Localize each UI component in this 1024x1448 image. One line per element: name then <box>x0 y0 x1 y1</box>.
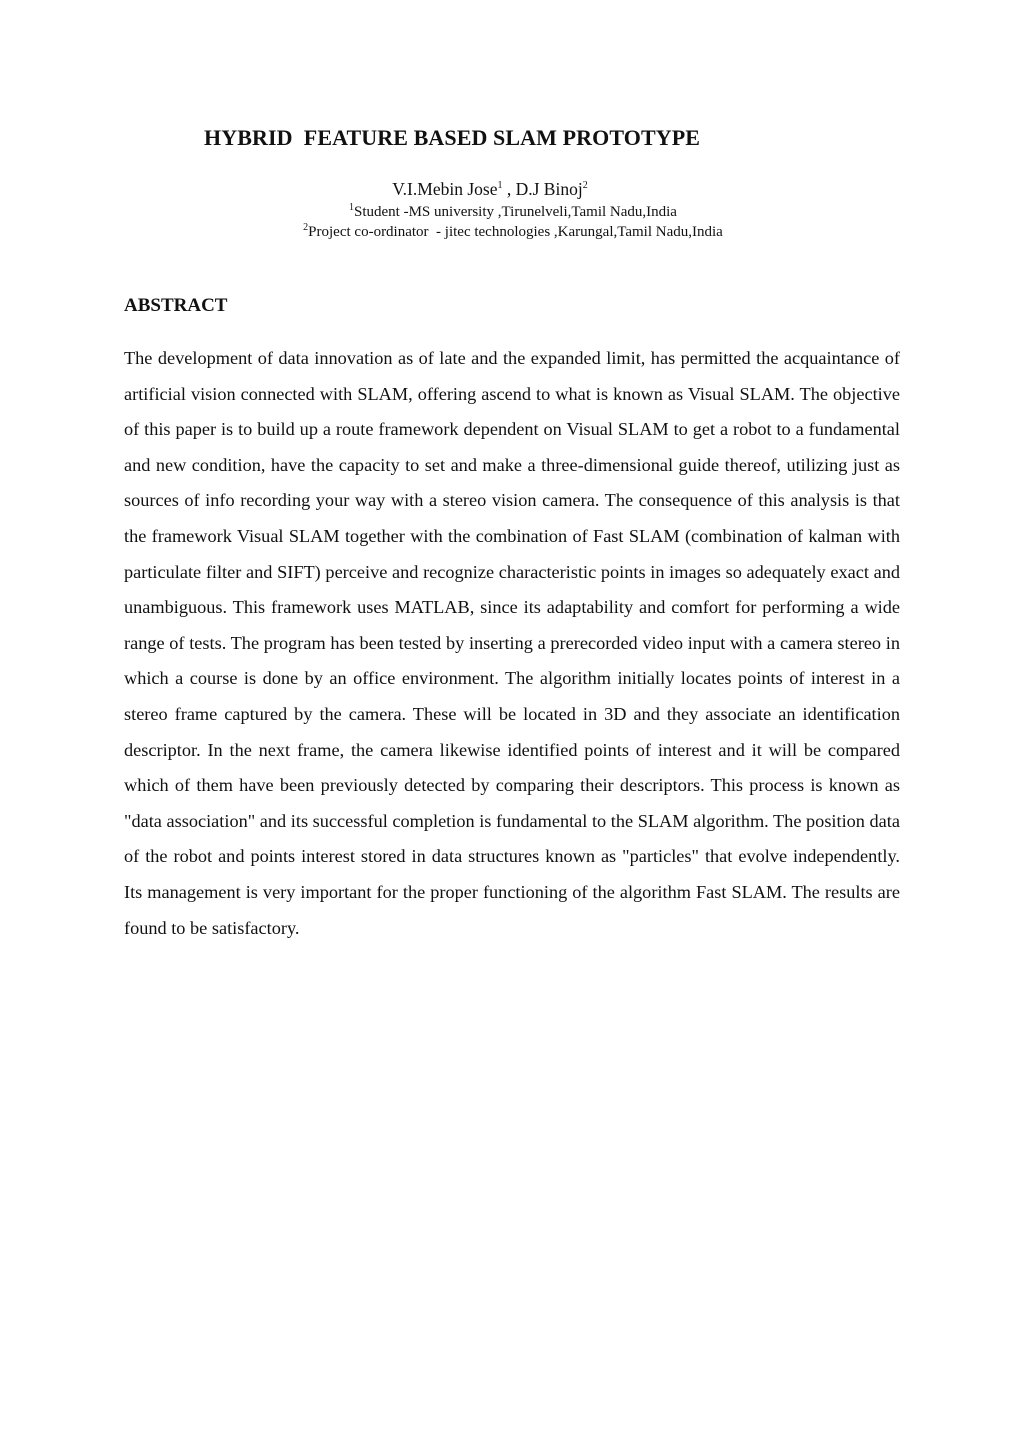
affiliation-2 <box>0 222 1024 242</box>
affiliation-1-marker: 1 <box>349 202 355 213</box>
affiliation-1-text: Student -MS university ,Tirunelveli,Tamil Nadu,India <box>354 204 677 220</box>
author-1-affiliation-marker: 1 <box>497 180 503 192</box>
author-name-1: V.I.Mebin Jose <box>392 179 498 199</box>
abstract-body: The development of data innovation as of late and the expanded limit, has permitted the acquaintance of artificial vision connected with SLAM, offering ascend to what is known as Visual SLAM. The objective of this paper is to build up a route framework dependent on Visual SLAM to get a robot to a fundamental and new condition, have the capacity to set and make a three-dimensional guide thereof, utilizing just as sources of info recording your way with a stereo vision camera. The consequence of this analysis is that the framework Visual SLAM together with the combination of Fast SLAM (combination of kalman with particulate filter and SIFT) perceive and recognize characteristic points in images so adequately exact and unambiguous. This framework uses MATLAB, since its adaptability and comfort for performing a wide range of tests. The program has been tested by inserting a prerecorded video input with a camera stereo in which a course is done by an office environment. The algorithm initially locates points of interest in a stereo frame captured by the camera. These will be located in 3D and they associate an identification descriptor. In the next frame, the camera likewise identified points of interest and it will be compared which of them have been previously detected by comparing their descriptors. This process is known as "data association" and its successful completion is fundamental to the SLAM algorithm. The position data of the robot and points interest stored in data structures known as "particles" that evolve independently. Its management is very important for the proper functioning of the algorithm Fast SLAM. The results are found to be satisfactory. <box>124 348 900 938</box>
author-line <box>0 178 980 200</box>
paper-title: HYBRID FEATURE BASED SLAM PROTOTYPE <box>204 125 701 150</box>
affiliation-2-text: Project co-ordinator - jitec technologies ,Karungal,Tamil Nadu,India <box>308 224 723 240</box>
abstract-heading: ABSTRACT <box>124 295 228 316</box>
affiliation-1 <box>0 202 1024 222</box>
affiliation-2-marker: 2 <box>303 222 309 233</box>
author-2-affiliation-marker: 2 <box>582 180 588 192</box>
author-name-2: D.J Binoj <box>515 179 583 199</box>
author-separator: , <box>502 179 516 199</box>
